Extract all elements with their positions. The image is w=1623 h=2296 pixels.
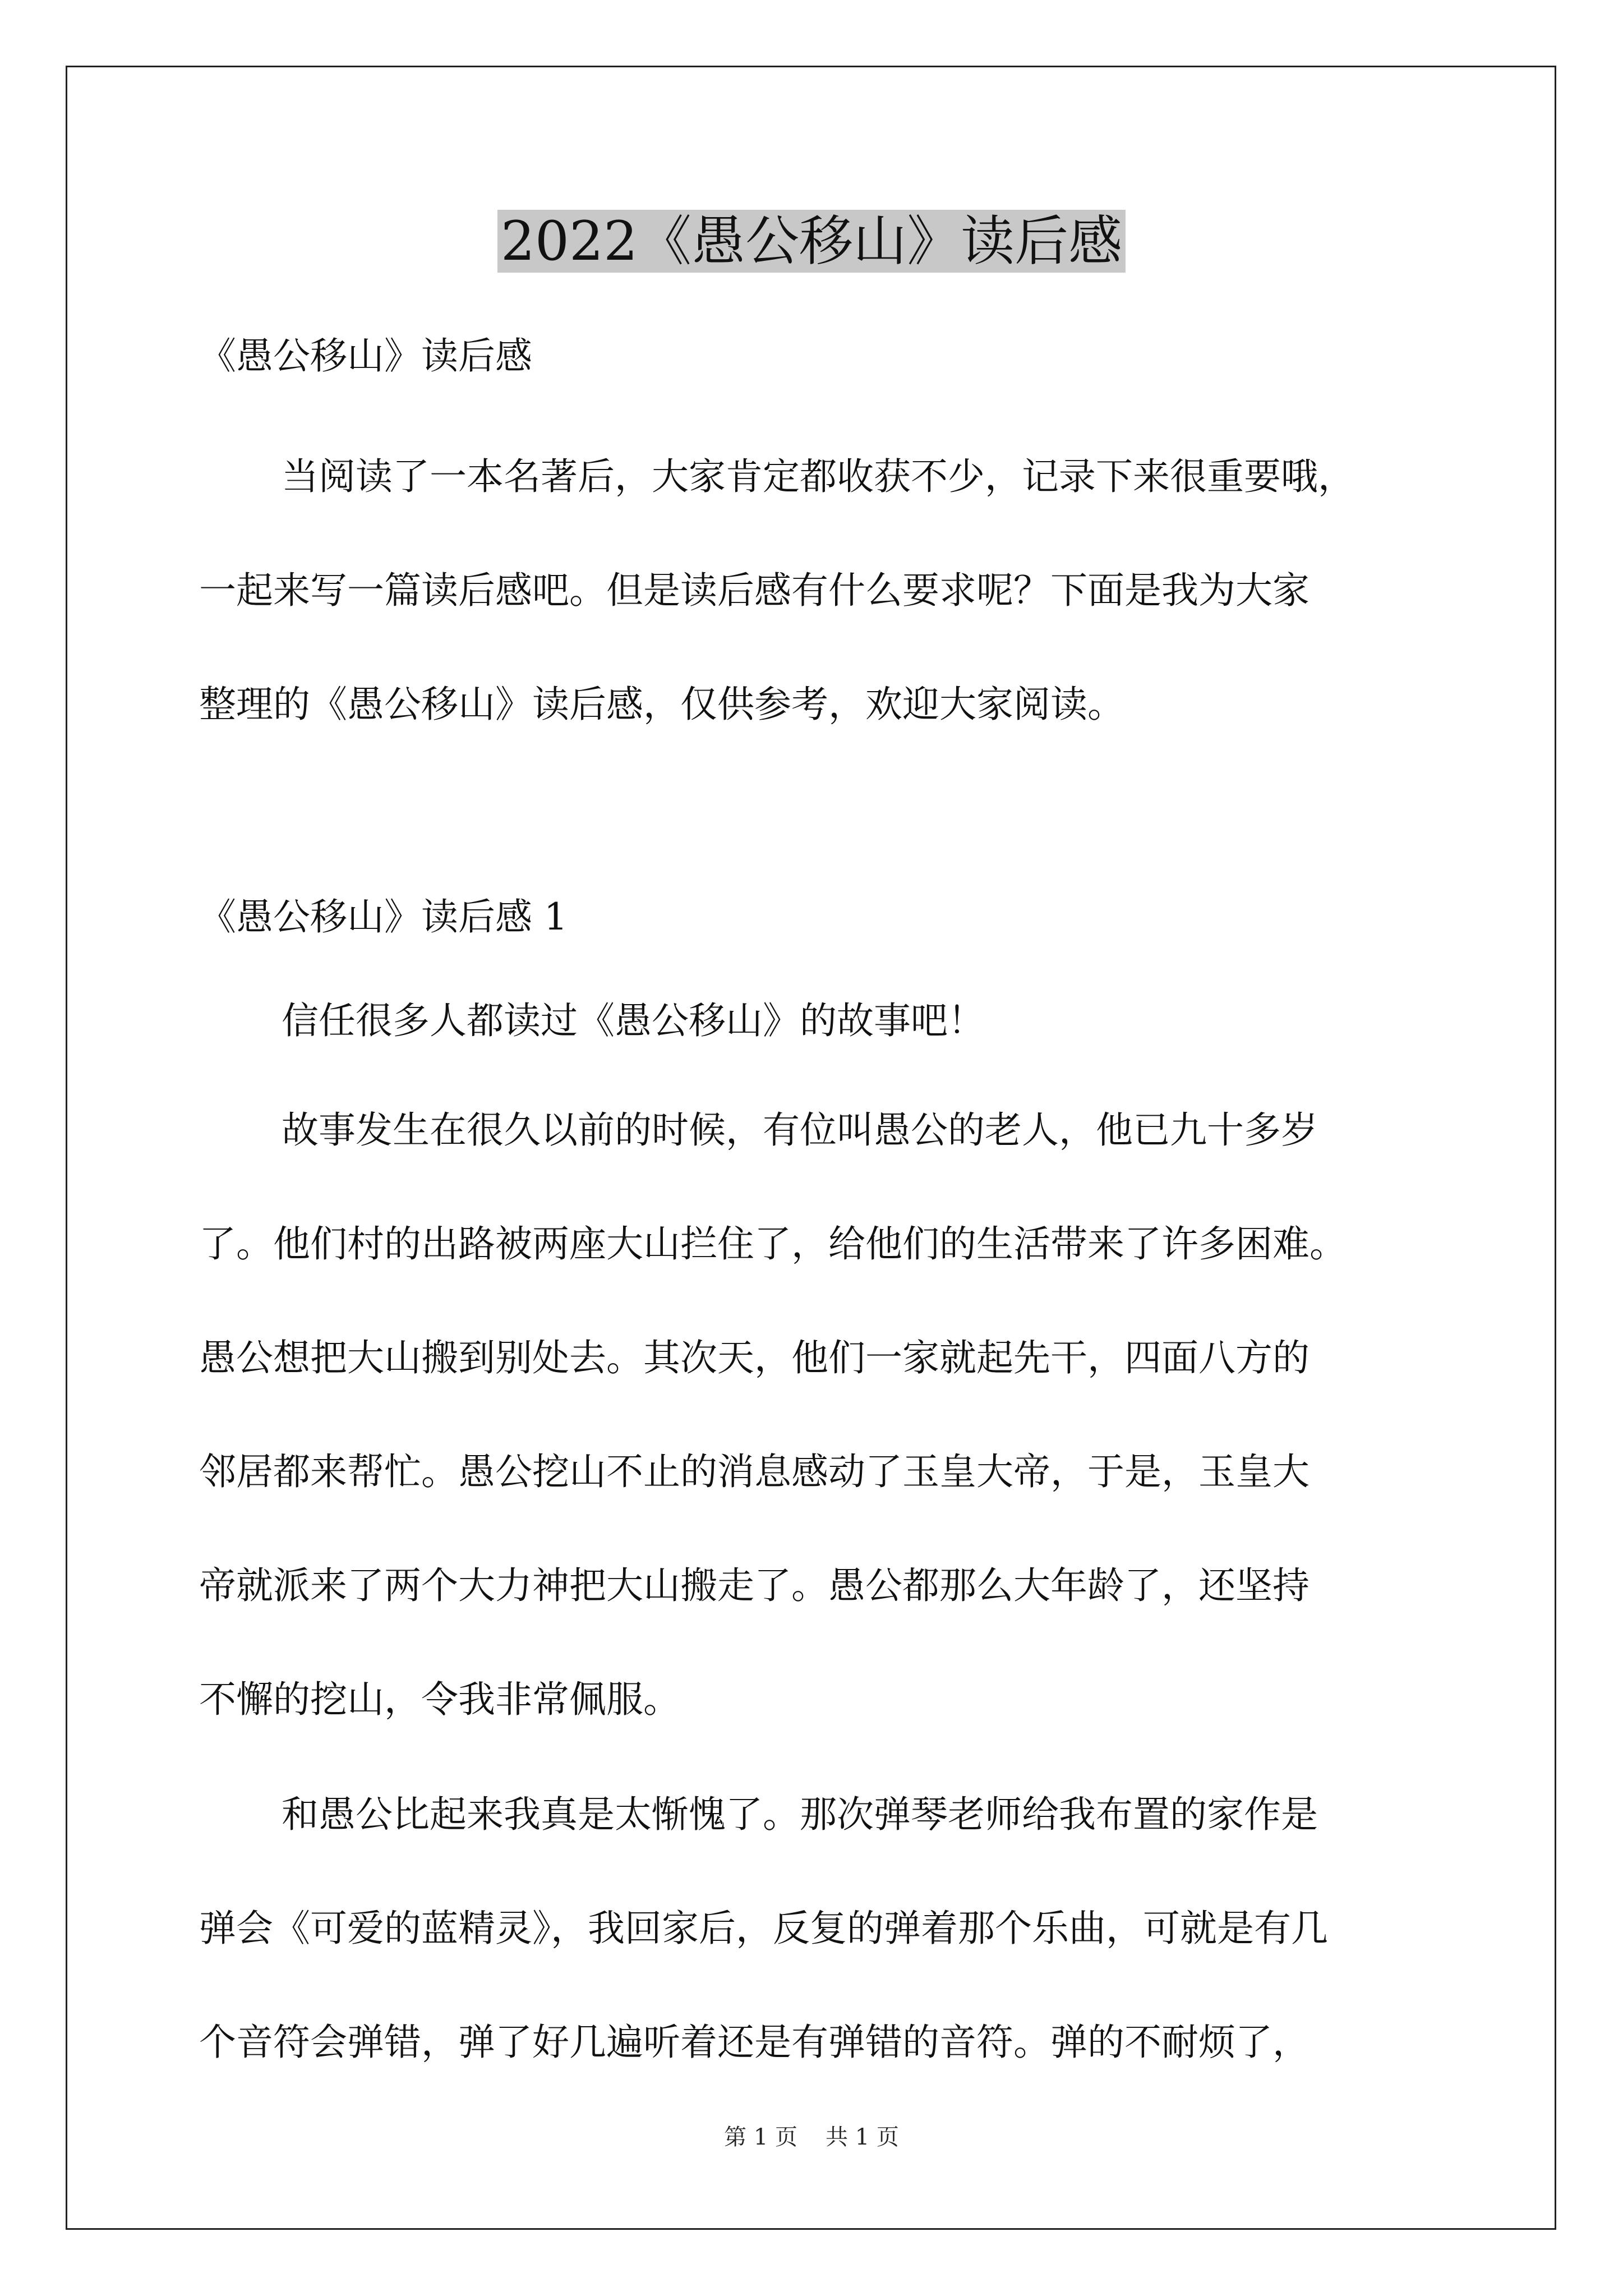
paragraph-line: 帝就派来了两个大力神把大山搬走了。愚公都那么大年龄了，还坚持	[199, 1564, 1310, 1607]
paragraph-line: 个音符会弹错，弹了好几遍听着还是有弹错的音符。弹的不耐烦了，	[199, 2021, 1310, 2064]
section-heading: 《愚公移山》读后感 1	[199, 895, 568, 938]
paragraph-line: 愚公想把大山搬到别处去。其次天，他们一家就起先干，四面八方的	[199, 1336, 1310, 1379]
page-number: 第 1 页	[724, 2124, 797, 2150]
paragraph-line: 邻居都来帮忙。愚公挖山不止的消息感动了玉皇大帝，于是，玉皇大	[199, 1450, 1310, 1493]
paragraph-line: 弹会《可爱的蓝精灵》，我回家后，反复的弹着那个乐曲，可就是有几	[199, 1907, 1328, 1950]
intro-line: 当阅读了一本名著后，大家肯定都收获不少，记录下来很重要哦，	[282, 455, 1355, 498]
paragraph-line: 不懈的挖山，令我非常佩服。	[199, 1678, 680, 1721]
document-title-text: 2022《愚公移山》读后感	[497, 210, 1126, 273]
paragraph-line: 故事发生在很久以前的时候，有位叫愚公的老人，他已九十多岁	[282, 1108, 1318, 1152]
page-total: 共 1 页	[826, 2124, 899, 2150]
paragraph-line: 信任很多人都读过《愚公移山》的故事吧！	[282, 999, 985, 1042]
intro-line: 整理的《愚公移山》读后感，仅供参考，欢迎大家阅读。	[199, 683, 1124, 726]
intro-line: 一起来写一篇读后感吧。但是读后感有什么要求呢？下面是我为大家	[199, 569, 1310, 612]
paragraph-line: 了。他们村的出路被两座大山拦住了，给他们的生活带来了许多困难。	[199, 1222, 1347, 1266]
page-footer	[0, 2120, 1623, 2154]
document-title	[0, 199, 1623, 283]
subtitle: 《愚公移山》读后感	[199, 334, 532, 378]
paragraph-line: 和愚公比起来我真是太惭愧了。那次弹琴老师给我布置的家作是	[282, 1793, 1318, 1836]
